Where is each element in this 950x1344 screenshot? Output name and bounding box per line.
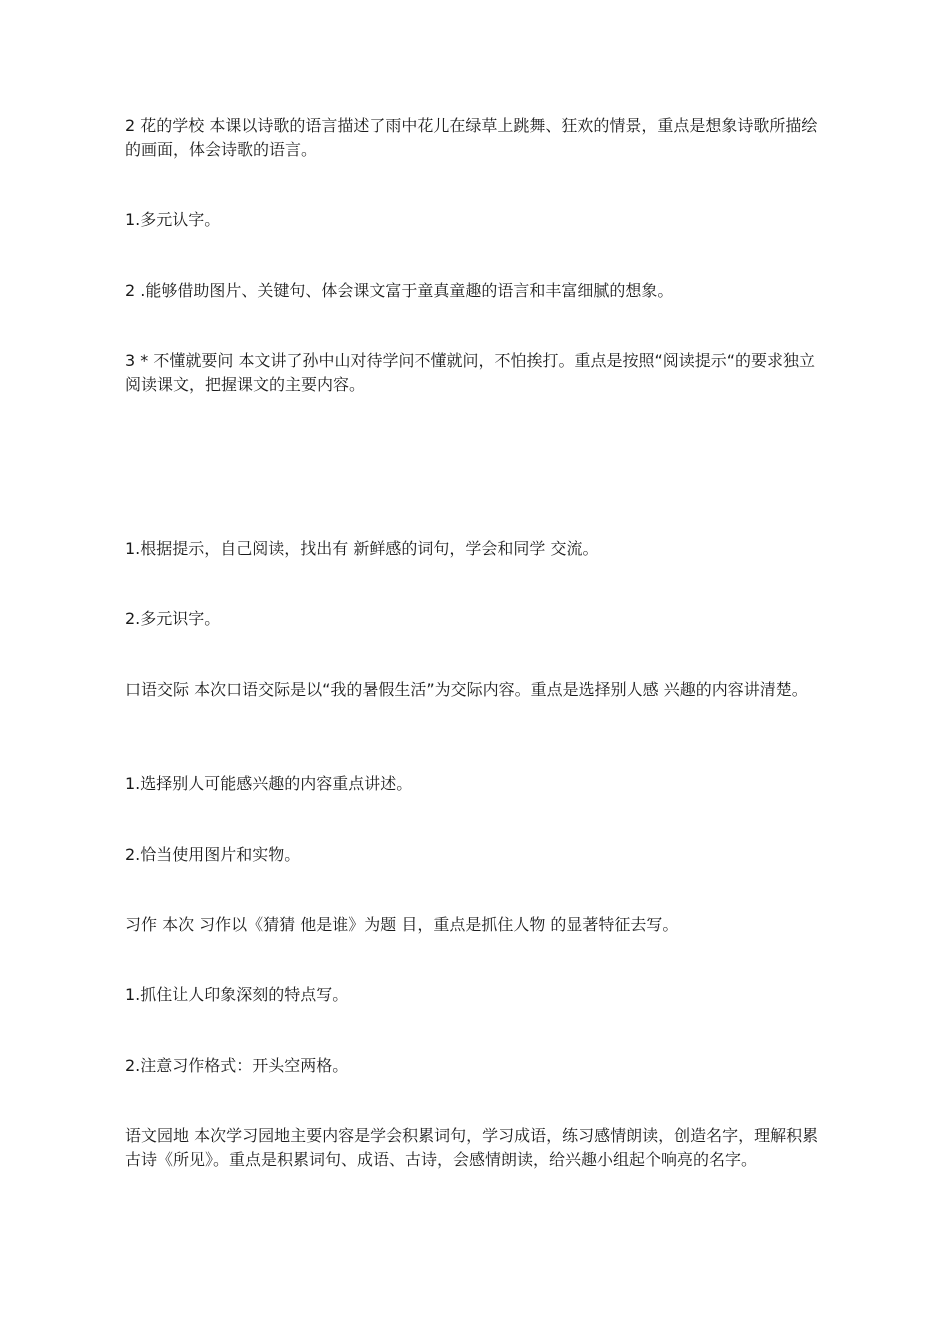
paragraph-writing-goal-2: 2.注意习作格式：开头空两格。 <box>125 1056 349 1075</box>
paragraph-lesson-3-summary: 3 * 不懂就要问 本文讲了孙中山对待学问不懂就问，不怕挨打。重点是按照“阅读提示“的要求独立阅读课文，把握课文的主要内容。 <box>125 351 816 394</box>
paragraph-lesson-2-goal-2: 2 .能够借助图片、关键句、体会课文富于童真童趣的语言和丰富细腻的想象。 <box>125 281 674 300</box>
paragraph-lesson-2-summary: 2 花的学校 本课以诗歌的语言描述了雨中花儿在绿草上跳舞、狂欢的情景，重点是想象诗歌所描绘的画面，体会诗歌的语言。 <box>125 116 818 159</box>
paragraph-lesson-3-goal-1: 1.根据提示，自己阅读，找出有 新鲜感的词句，学会和同学 交流。 <box>125 539 599 558</box>
paragraph-writing-goal-1: 1.抓住让人印象深刻的特点写。 <box>125 985 349 1004</box>
paragraph-writing-summary: 习作 本次 习作以《猜猜 他是谁》为题 目，重点是抓住人物 的显著特征去写。 <box>125 915 679 934</box>
paragraph-lesson-2-goal-1: 1.多元认字。 <box>125 210 221 229</box>
paragraph-oral-communication-goal-1: 1.选择别人可能感兴趣的内容重点讲述。 <box>125 774 413 793</box>
paragraph-lesson-3-goal-2: 2.多元识字。 <box>125 609 221 628</box>
paragraph-oral-communication-summary: 口语交际 本次口语交际是以“我的暑假生活”为交际内容。重点是选择别人感 兴趣的内容讲清楚。 <box>125 680 808 699</box>
paragraph-oral-communication-goal-2: 2.恰当使用图片和实物。 <box>125 845 301 864</box>
paragraph-language-garden-summary: 语文园地 本次学习园地主要内容是学会积累词句，学习成语，练习感情朗读，创造名字，理解积累古诗《所见》。重点是积累词句、成语、古诗，会感情朗读，给兴趣小组起个响亮的名字。 <box>125 1126 819 1169</box>
